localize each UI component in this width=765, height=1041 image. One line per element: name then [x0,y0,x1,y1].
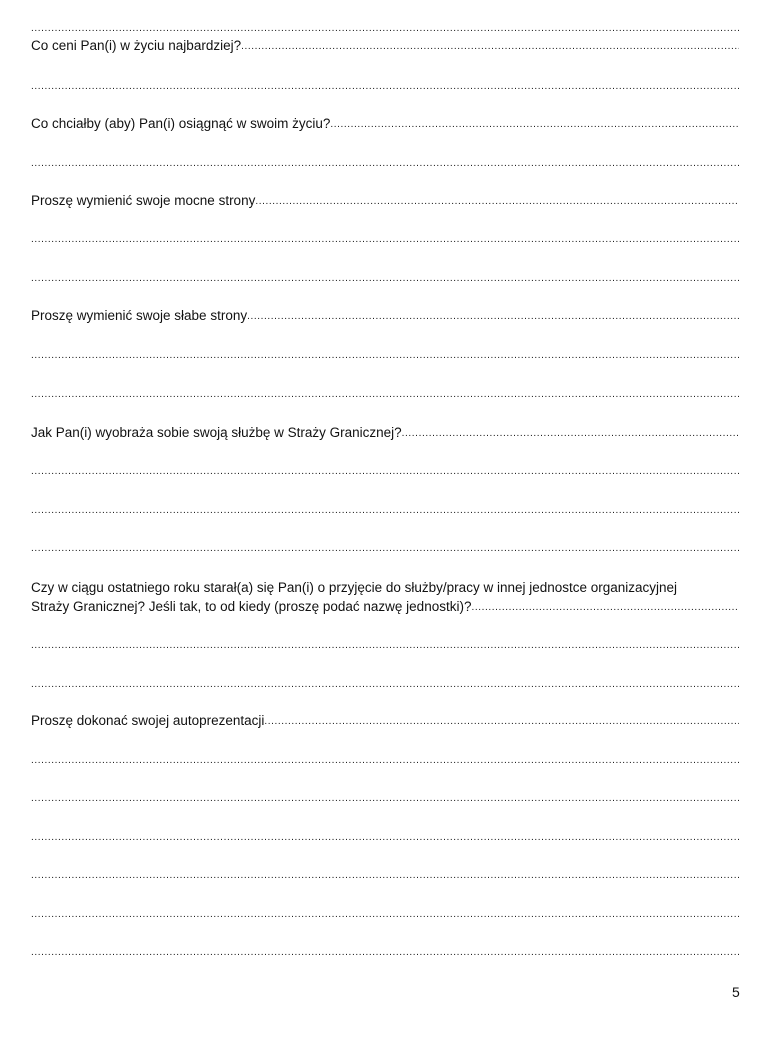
question-label: Co ceni Pan(i) w życiu najbardziej? [31,38,242,53]
question-self-presentation [31,713,739,731]
page-number: 5 [732,984,740,1000]
question-transfer-cont [31,599,739,617]
answer-line[interactable] [31,155,739,173]
question-label: Proszę dokonać swojej autoprezentacji [31,713,265,728]
answer-line[interactable] [31,867,739,885]
question-strengths [31,193,739,211]
answer-dots[interactable] [241,38,739,56]
question-service [31,425,739,443]
answer-dots[interactable] [264,713,739,731]
answer-line[interactable] [31,20,739,38]
answer-line[interactable] [31,637,739,655]
answer-line[interactable] [31,502,739,520]
answer-dots[interactable] [330,116,739,134]
question-label-line2: Straży Granicznej? Jeśli tak, to od kiedy (proszę podać nazwę jednostki)? [31,599,472,614]
answer-line[interactable] [31,790,739,808]
answer-line[interactable] [31,676,739,694]
question-transfer [31,578,739,598]
question-weaknesses [31,308,739,326]
question-label: Proszę wymienić swoje mocne strony [31,193,256,208]
answer-line[interactable] [31,347,739,365]
answer-dots[interactable] [471,599,739,617]
answer-line[interactable] [31,944,739,962]
question-values [31,38,739,56]
answer-dots[interactable] [402,425,739,443]
answer-dots[interactable] [255,193,739,211]
answer-line[interactable] [31,78,739,96]
question-label: Co chciałby (aby) Pan(i) osiągnąć w swoim życiu? [31,116,331,131]
answer-line[interactable] [31,540,739,558]
question-goals [31,116,739,134]
answer-line[interactable] [31,270,739,288]
answer-line[interactable] [31,463,739,481]
answer-line[interactable] [31,752,739,770]
answer-dots[interactable] [247,308,739,326]
answer-line[interactable] [31,906,739,924]
answer-line[interactable] [31,231,739,249]
answer-line[interactable] [31,386,739,404]
question-label-line1: Czy w ciągu ostatniego roku starał(a) się Pan(i) o przyjęcie do służby/pracy w innej jednostce organizacyjnej [31,580,678,595]
question-label: Proszę wymienić swoje słabe strony [31,308,248,323]
answer-line[interactable] [31,829,739,847]
question-label: Jak Pan(i) wyobraża sobie swoją służbę w Straży Granicznej? [31,425,402,440]
